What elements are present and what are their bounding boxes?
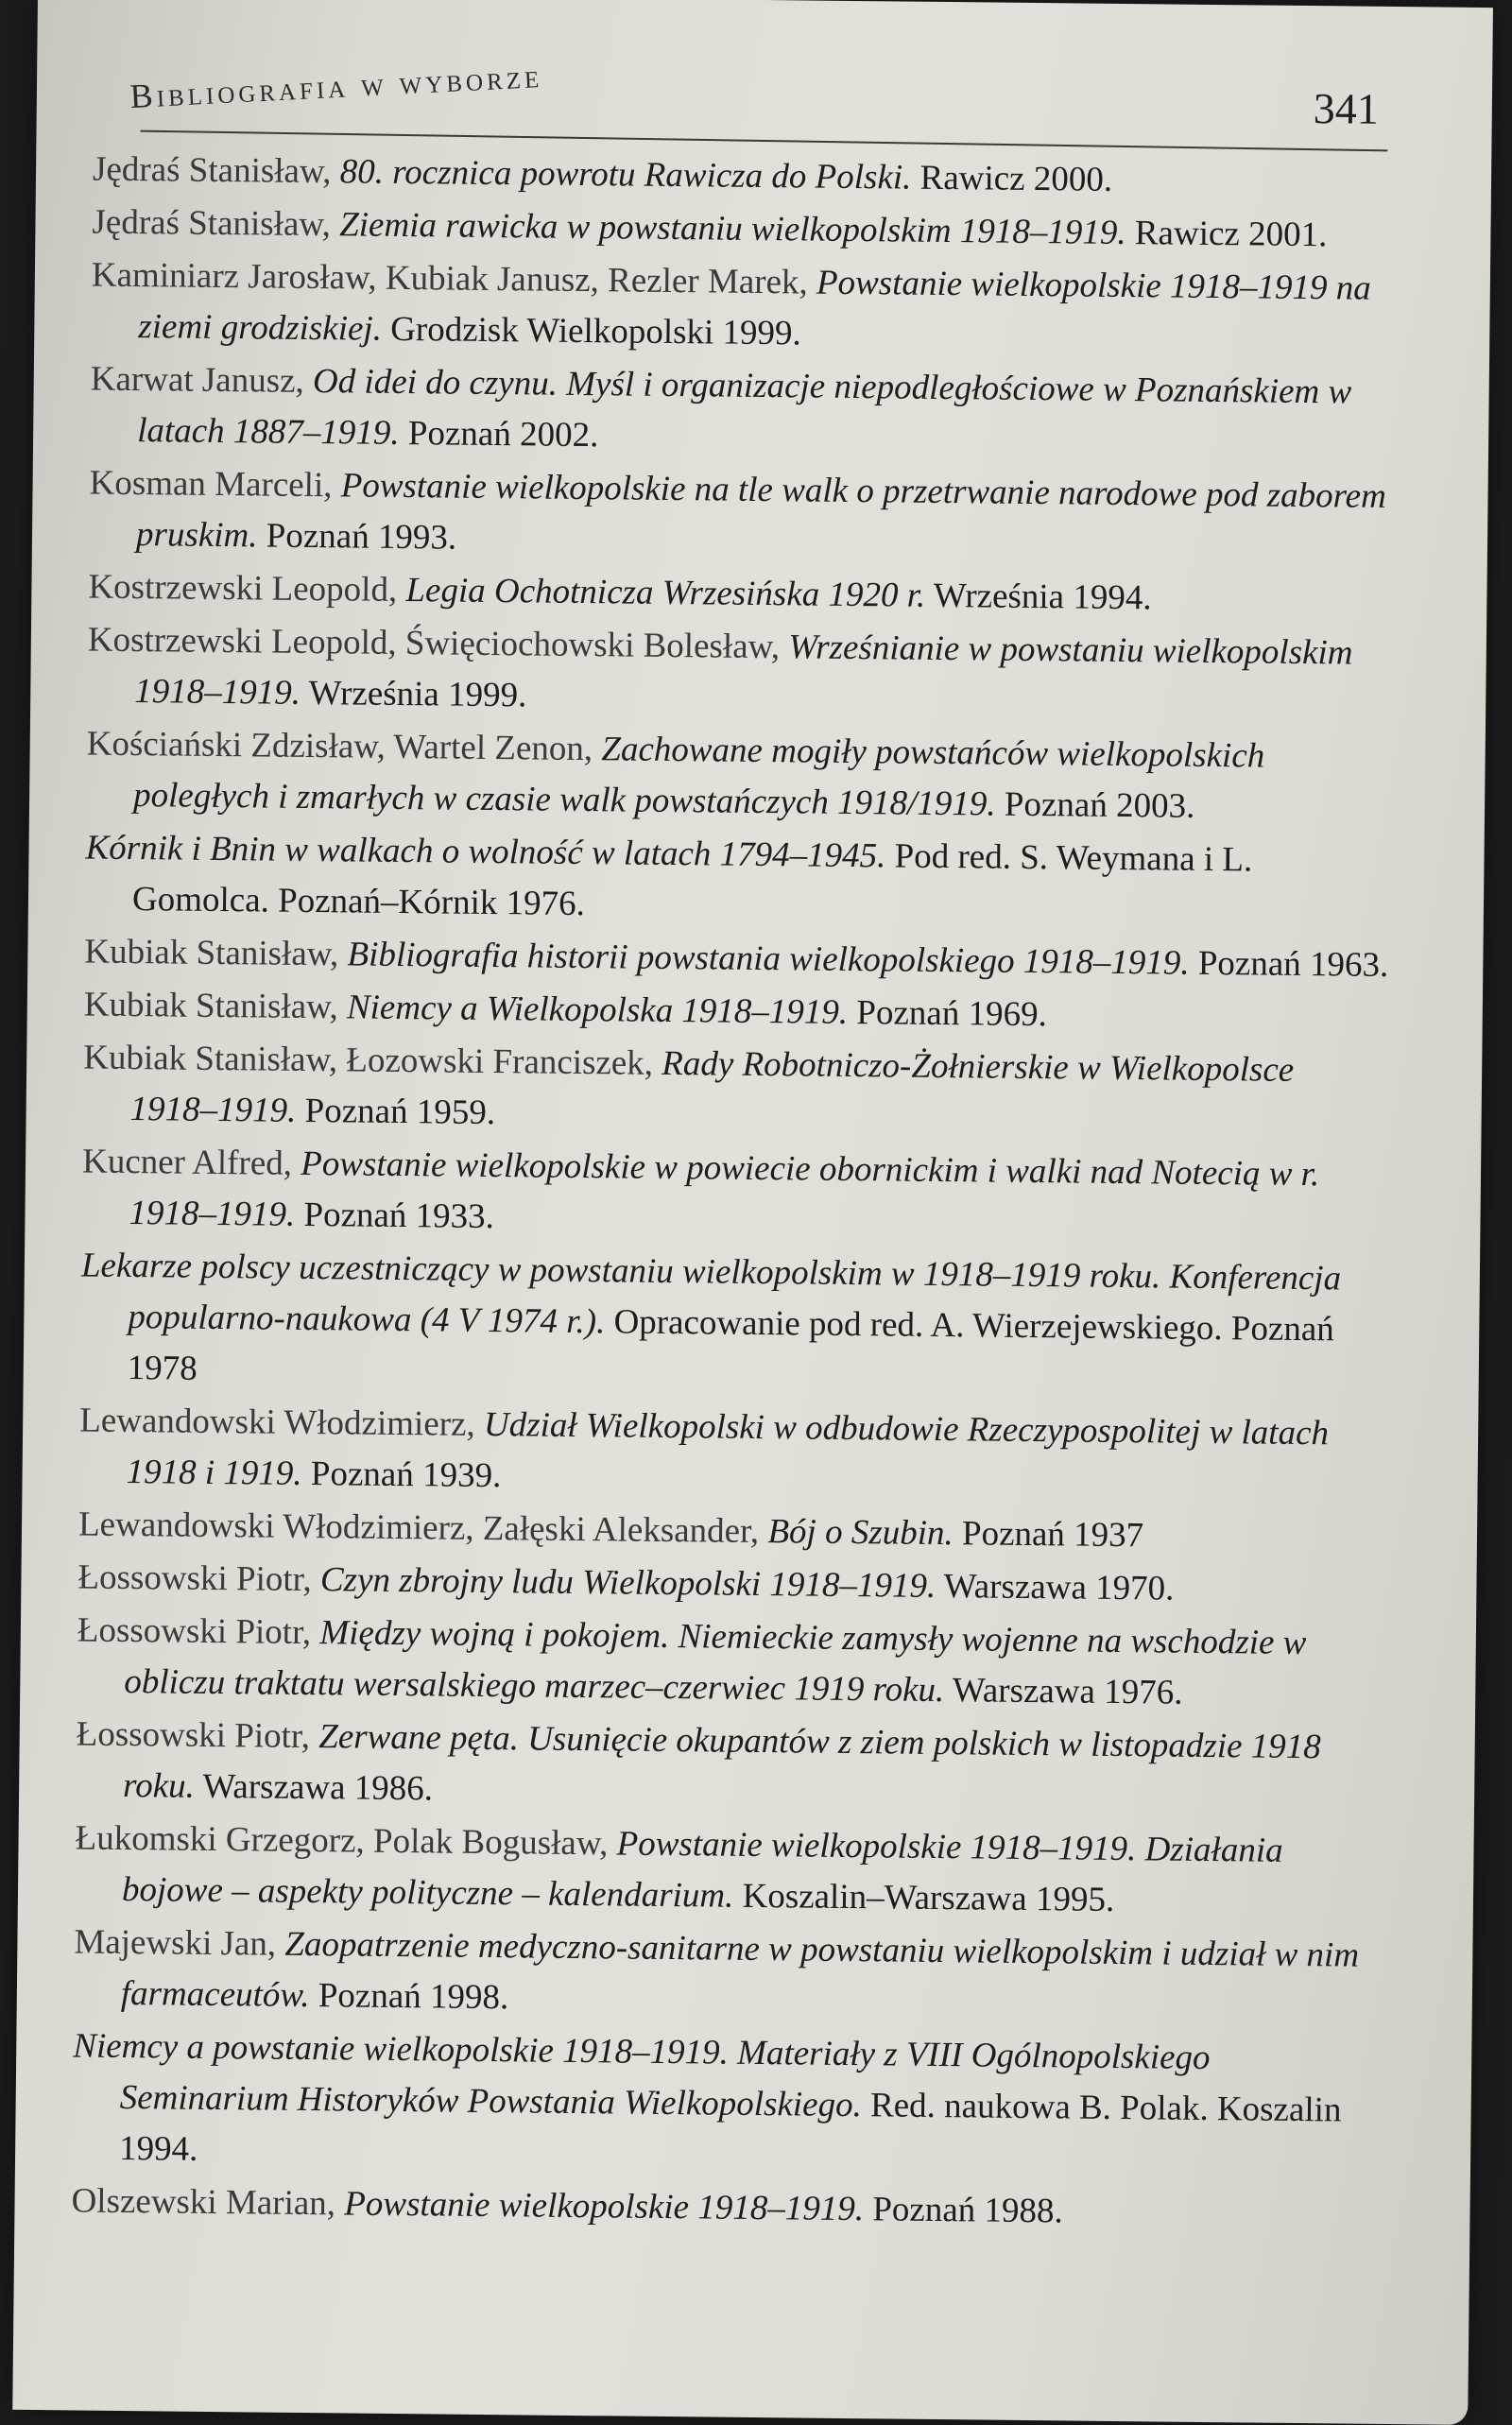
entry-title: 80. rocznica powrotu Rawicza do Polski. — [339, 152, 912, 198]
entry-title: Legia Ochotnicza Wrzesińska 1920 r. — [405, 571, 926, 615]
bibliography-entry — [81, 1136, 1386, 1251]
entry-author: Łossowski Piotr, — [77, 1557, 312, 1600]
entry-title: Bibliografia historii powstania wielkopolskiego 1918–1919. — [347, 935, 1190, 983]
entry-title: Zachowane mogiły powstańców wielkopolskich poległych i zmarłych w czasie walk powstańczych 1918/1919. — [132, 730, 1265, 824]
bibliography-entry — [80, 1240, 1386, 1406]
entry-title: Niemcy a Wielkopolska 1918–1919. — [346, 988, 849, 1032]
entry-title: Wrześnianie w powstaniu wielkopolskim 1918–1919. — [134, 628, 1353, 713]
entry-publication: Poznań 1993. — [266, 516, 457, 558]
entry-title: Bój o Szubin. — [767, 1512, 954, 1554]
bibliography-entry — [87, 615, 1392, 731]
bibliography-entry — [89, 458, 1394, 574]
entry-author: Łossowski Piotr, — [76, 1714, 311, 1757]
entry-author: Lewandowski Włodzimierz, Załęski Aleksander, — [77, 1505, 760, 1552]
entry-author: Kaminiarz Jarosław, Kubiak Janusz, Rezler Marek, — [91, 255, 808, 302]
entry-publication: Poznań 1939. — [310, 1454, 502, 1496]
entry-author: Karwat Janusz, — [90, 359, 304, 401]
entry-publication: Red. naukowa B. Polak. Koszalin 1994. — [118, 2086, 1342, 2169]
entry-publication: Warszawa 1976. — [952, 1671, 1183, 1712]
entry-title: Czyn zbrojny ludu Wielkopolski 1918–1919. — [319, 1560, 936, 1606]
entry-author: Kucner Alfred, — [81, 1142, 293, 1183]
entry-author: Kubiak Stanisław, — [84, 932, 339, 974]
entry-title: Udział Wielkopolski w odbudowie Rzeczypospolitej w latach 1918 i 1919. — [126, 1404, 1330, 1493]
entry-publication: Koszalin–Warszawa 1995. — [742, 1876, 1115, 1919]
entry-author: Kosman Marceli, — [89, 463, 333, 506]
entry-publication: Warszawa 1970. — [943, 1567, 1175, 1608]
entry-publication: Warszawa 1986. — [202, 1766, 434, 1809]
entry-title: Rady Robotniczo-Żołnierskie w Wielkopolsce 1918–1919. — [129, 1043, 1295, 1130]
entry-author: Lewandowski Włodzimierz, — [79, 1401, 475, 1444]
page-header — [93, 50, 1398, 148]
entry-publication: Poznań 1988. — [872, 2190, 1063, 2231]
entry-title: Powstanie wielkopolskie w powiecie obornickim i walki nad Notecią w r. 1918–1919. — [129, 1144, 1320, 1234]
entry-publication: Poznań 2002. — [407, 414, 599, 456]
book-page — [12, 0, 1493, 2425]
entry-title: Lekarze polscy uczestniczący w powstaniu wielkopolskim w 1918–1919 roku. Konferencja popularno-naukowa (4 V 1974 r.). — [80, 1246, 1342, 1342]
bibliography-entry — [74, 1917, 1379, 2032]
entry-author: Jędraś Stanisław, — [92, 202, 332, 245]
entry-title: Zaopatrzenie medyczno-sanitarne w powstaniu wielkopolskim i udział w nim farmaceutów. — [120, 1924, 1360, 2016]
entry-publication: Poznań 1998. — [318, 1976, 509, 2018]
entry-title: Ziemia rawicka w powstaniu wielkopolskim 1918–1919. — [338, 205, 1126, 253]
bibliography-entry — [91, 250, 1396, 366]
entry-title: Powstanie wielkopolskie 1918–1919 na ziemi grodziskiej. — [138, 263, 1371, 349]
entry-publication: Września 1994. — [933, 576, 1152, 618]
entry-publication: Grodzisk Wielkopolski 1999. — [389, 309, 801, 353]
entry-title: Powstanie wielkopolskie na tle walk o przetrwanie narodowe pod zaborem pruskim. — [135, 466, 1387, 556]
entry-title: Niemcy a powstanie wielkopolskie 1918–1919. Materiały z VIII Ogólnopolskiego Seminarium Historyków Powstania Wielkopolskiego. — [73, 2026, 1211, 2125]
bibliography-entry — [90, 354, 1395, 470]
entry-publication: Rawicz 2001. — [1134, 214, 1328, 255]
bibliography-entry — [72, 2021, 1378, 2187]
entry-author: Kostrzewski Leopold, — [88, 567, 398, 610]
entry-title: Kórnik i Bnin w walkach o wolność w latach 1794–1945. — [85, 828, 886, 876]
entry-title: Powstanie wielkopolskie 1918–1919. — [344, 2184, 865, 2229]
bibliography-entry — [82, 1033, 1387, 1148]
entry-title: Powstanie wielkopolskie 1918–1919. Działania bojowe – aspekty polityczne – kalendarium. — [121, 1824, 1283, 1916]
running-title: Bibliografia w wyborze — [129, 56, 543, 115]
entry-publication: Poznań 1969. — [856, 993, 1048, 1035]
bibliography-list — [71, 145, 1397, 2243]
entry-author: Jędraś Stanisław, — [92, 149, 332, 192]
entry-author: Kubiak Stanisław, Łozowski Franciszek, — [83, 1038, 654, 1083]
entry-author: Majewski Jan, — [74, 1922, 277, 1964]
bibliography-entry — [78, 1395, 1383, 1510]
entry-publication: Poznań 1963. — [1197, 943, 1389, 985]
entry-publication: Opracowanie pod red. A. Wierzejewskiego. Poznań 1978 — [127, 1302, 1334, 1388]
page-number: 341 — [1313, 84, 1380, 133]
entry-author: Łossowski Piotr, — [77, 1610, 312, 1653]
entry-publication: Poznań 1959. — [304, 1091, 496, 1133]
bibliography-entry — [85, 823, 1390, 938]
entry-publication: Rawicz 2000. — [919, 158, 1113, 199]
entry-title: Między wojną i pokojem. Niemieckie zamysły wojenne na wschodzie w obliczu traktatu wersalskiego marzec–czerwiec 1919 roku. — [124, 1613, 1307, 1711]
entry-publication: Poznań 1937 — [961, 1514, 1144, 1556]
entry-publication: Poznań 1933. — [303, 1195, 495, 1237]
entry-title: Zerwane pęta. Usunięcie okupantów z ziem polskich w listopadzie 1918 roku. — [122, 1717, 1321, 1806]
entry-publication: Pod red. S. Weymana i L. Gomolca. Poznań–Kórnik 1976. — [131, 836, 1253, 924]
entry-author: Kościański Zdzisław, Wartel Zenon, — [86, 724, 593, 769]
bibliography-entry — [76, 1709, 1381, 1824]
entry-publication: Września 1999. — [308, 673, 527, 715]
bibliography-entry — [77, 1605, 1382, 1720]
entry-author: Kubiak Stanisław, — [83, 985, 338, 1027]
entry-title: Od idei do czynu. Myśl i organizacje niepodległościowe w Poznańskiem w latach 1887–1919. — [136, 362, 1352, 453]
entry-author: Olszewski Marian, — [71, 2181, 336, 2224]
entry-author: Kostrzewski Leopold, Święciochowski Bolesław, — [87, 620, 781, 667]
entry-publication: Poznań 2003. — [1004, 784, 1195, 826]
bibliography-entry — [75, 1813, 1380, 1928]
entry-author: Łukomski Grzegorz, Polak Bogusław, — [75, 1818, 609, 1864]
bibliography-entry — [86, 719, 1391, 834]
